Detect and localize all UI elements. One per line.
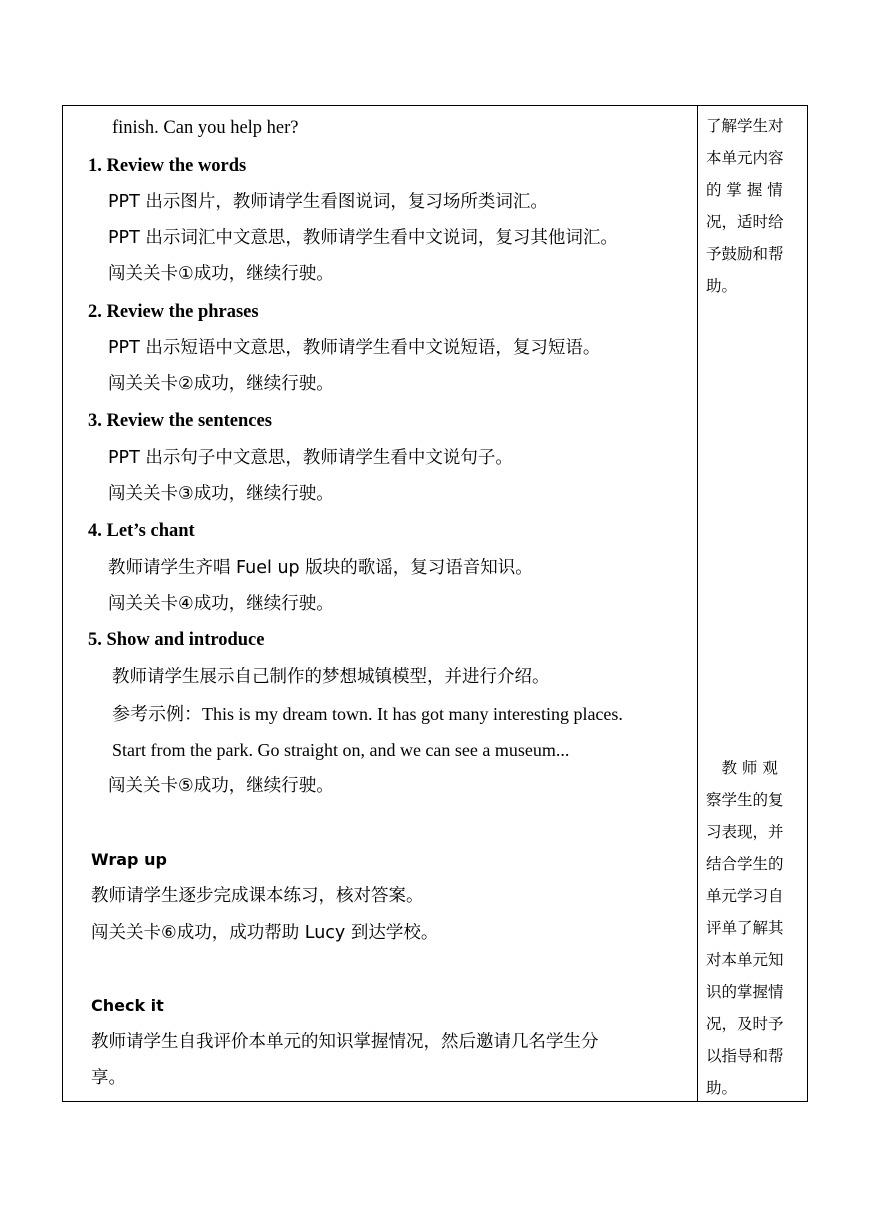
chant-line-1: 教师请学生齐唱 Fuel up 版块的歌谣，复习语音知识。: [108, 558, 533, 578]
note2-line: 识的掌握情: [706, 983, 784, 1001]
note2-line: 以指导和帮: [706, 1047, 784, 1065]
check-line-1: 教师请学生自我评价本单元的知识掌握情况，然后邀请几名学生分: [91, 1032, 599, 1052]
note2-line: 习表现，并: [706, 823, 784, 841]
words-line-3: 闯关关卡①成功，继续行驶。: [108, 264, 334, 284]
intent-column: [698, 106, 807, 1101]
phrases-line-2: 闯关关卡②成功，继续行驶。: [108, 374, 334, 394]
note1-line: 况，适时给: [706, 213, 784, 231]
section-title-sentences: 3. Review the sentences: [88, 411, 272, 431]
words-line-2: PPT 出示词汇中文意思，教师请学生看中文说词，复习其他词汇。: [108, 228, 618, 248]
note2-line: 结合学生的: [706, 855, 784, 873]
note2-line: 察学生的复: [706, 791, 784, 809]
note1-line: 本单元内容: [706, 149, 784, 167]
phrases-line-1: PPT 出示短语中文意思，教师请学生看中文说短语，复习短语。: [108, 338, 601, 358]
note1-line: 予鼓励和帮: [706, 245, 784, 263]
check-line-2: 享。: [91, 1068, 126, 1088]
note1-line: 助。: [706, 277, 738, 295]
note2-line: 况，及时予: [706, 1015, 784, 1033]
wrap-line-1: 教师请学生逐步完成课本练习，核对答案。: [91, 886, 424, 906]
wrap-line-2: 闯关关卡⑥成功，成功帮助 Lucy 到达学校。: [91, 923, 439, 943]
section-title-phrases: 2. Review the phrases: [88, 302, 259, 322]
section-title-words: 1. Review the words: [88, 156, 247, 176]
section-title-check-it: Check it: [91, 996, 164, 1015]
chant-line-2: 闯关关卡④成功，继续行驶。: [108, 594, 334, 614]
section-title-chant: 4. Let’s chant: [88, 521, 195, 541]
show-line-1: 教师请学生展示自己制作的梦想城镇模型，并进行介绍。: [112, 667, 550, 687]
show-line-4: 闯关关卡⑤成功，继续行驶。: [108, 776, 334, 796]
sentences-line-2: 闯关关卡③成功，继续行驶。: [108, 484, 334, 504]
note2-line: 教 师 观: [706, 759, 778, 777]
note1-line: 了解学生对: [706, 117, 784, 135]
procedure-column: [63, 106, 697, 1101]
note2-line: 评单了解其: [706, 919, 784, 937]
sentences-line-1: PPT 出示句子中文意思，教师请学生看中文说句子。: [108, 448, 513, 468]
intro-line: finish. Can you help her?: [112, 118, 299, 138]
note1-line: 的 掌 握 情: [706, 181, 783, 199]
section-title-show: 5. Show and introduce: [88, 630, 265, 650]
section-title-wrap-up: Wrap up: [91, 850, 167, 869]
show-line-3: Start from the park. Go straight on, and we can see a museum...: [112, 740, 570, 760]
lesson-table: [62, 105, 808, 1102]
note2-line: 单元学习自: [706, 887, 784, 905]
note2-line: 对本单元知: [706, 951, 784, 969]
show-line-2: 参考示例：This is my dream town. It has got many interesting places.: [112, 704, 623, 724]
words-line-1: PPT 出示图片，教师请学生看图说词，复习场所类词汇。: [108, 192, 548, 212]
note2-line: 助。: [706, 1079, 738, 1097]
